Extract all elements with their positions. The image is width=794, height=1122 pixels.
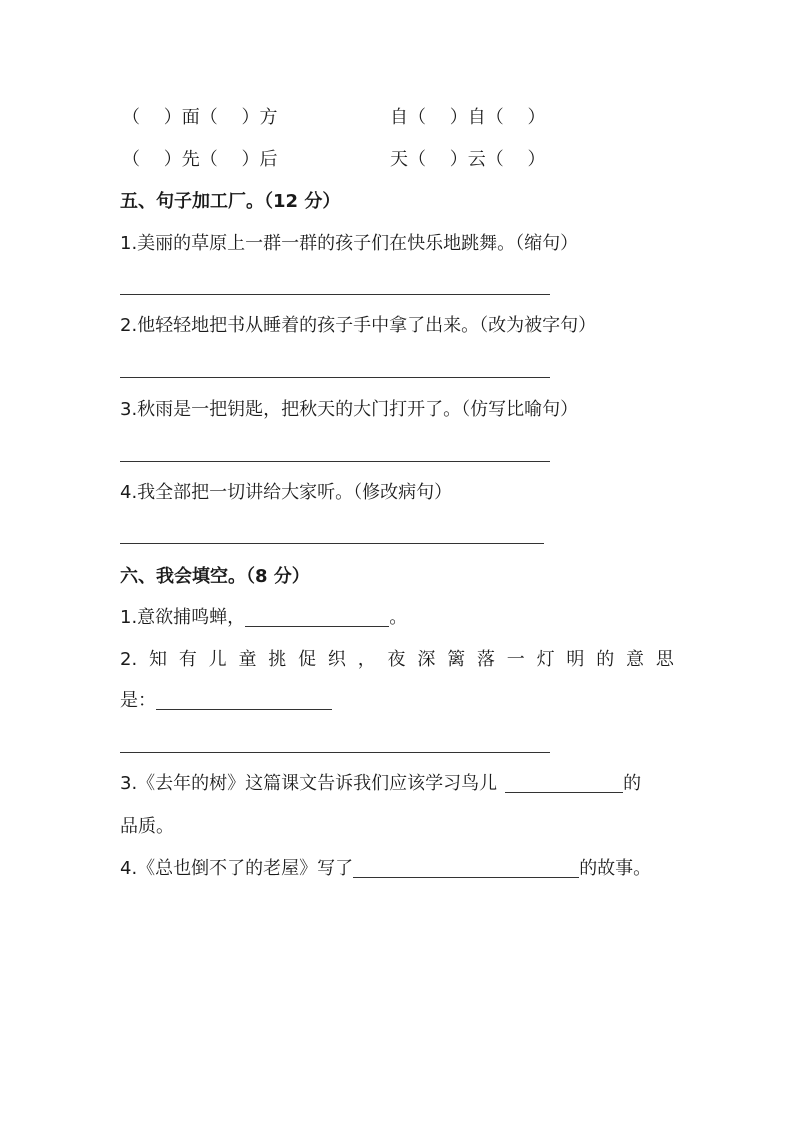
q2-char: 知: [149, 649, 167, 670]
q2-char: 的: [596, 649, 615, 670]
q2-char: 意: [626, 649, 644, 670]
section6-title: 六、我会填空。（8 分）: [120, 566, 310, 587]
section6-q4-suffix: 的故事。: [579, 858, 652, 879]
q2-char: 一: [506, 649, 525, 670]
q2-char: 深: [417, 649, 436, 670]
idiom-row1-right: 自（ ）自（ ）: [390, 107, 546, 128]
section6-q1-suffix: 。: [389, 607, 408, 628]
idiom-row2-left: （ ）先（ ）后: [122, 149, 278, 170]
answer-blank-6-3[interactable]: [505, 774, 623, 793]
answer-line-5-3[interactable]: [120, 461, 550, 462]
q2-char: 挑: [268, 649, 287, 670]
q2-char: ，: [357, 649, 376, 670]
answer-blank-6-2a[interactable]: [156, 691, 332, 710]
answer-line-5-4[interactable]: [120, 543, 544, 544]
answer-blank-6-1[interactable]: [245, 608, 389, 627]
section6-q3-suffix: 的: [623, 773, 642, 794]
section6-question-3: [120, 772, 641, 796]
answer-line-5-2[interactable]: [120, 377, 550, 378]
q2-char: 儿: [208, 649, 227, 670]
section6-q3-prefix: 3.《去年的树》这篇课文告诉我们应该学习鸟儿: [120, 773, 498, 794]
answer-line-6-2b[interactable]: [120, 752, 550, 753]
section5-title: 五、句子加工厂。（12 分）: [120, 191, 341, 212]
q2-char: 思: [655, 649, 674, 670]
section6-q2-line2-label: 是：: [120, 690, 156, 711]
q2-char: 促: [298, 649, 317, 670]
section5-question-1: 1.美丽的草原上一群一群的孩子们在快乐地跳舞。（缩句）: [120, 233, 579, 254]
q2-char: 童: [238, 649, 257, 670]
section5-question-3: 3.秋雨是一把钥匙，把秋天的大门打开了。（仿写比喻句）: [120, 399, 579, 420]
section5-question-4: 4.我全部把一切讲给大家听。（修改病句）: [120, 482, 453, 503]
answer-line-5-1[interactable]: [120, 294, 550, 295]
section6-question-3-line2: 品质。: [120, 816, 174, 837]
section6-question-2-line2: [120, 689, 332, 713]
idiom-row2-right: 天（ ）云（ ）: [390, 149, 546, 170]
q2-char: 灯: [536, 649, 555, 670]
section6-question-1: [120, 606, 407, 630]
section6-q4-prefix: 4.《总也倒不了的老屋》写了: [120, 858, 354, 879]
q2-char: 落: [476, 649, 495, 670]
section6-question-4: [120, 857, 651, 881]
q2-char: 篱: [447, 649, 466, 670]
q2-char: 织: [327, 649, 346, 670]
section6-q1-prefix: 1.意欲捕鸣蝉，: [120, 607, 246, 628]
q2-char: 2.: [120, 649, 138, 670]
q2-char: 夜: [387, 649, 406, 670]
idiom-row1-left: （ ）面（ ）方: [122, 107, 278, 128]
section5-question-2: 2.他轻轻地把书从睡着的孩子手中拿了出来。（改为被字句）: [120, 315, 597, 336]
section6-question-2: [120, 648, 674, 672]
q2-char: 明: [566, 649, 585, 670]
q2-char: 有: [178, 649, 197, 670]
answer-blank-6-4[interactable]: [353, 859, 579, 878]
